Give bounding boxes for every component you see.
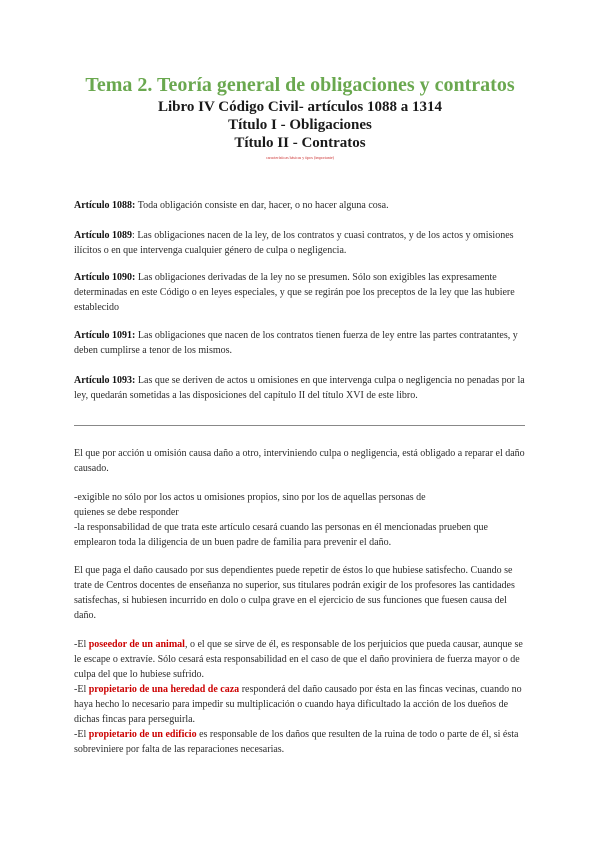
article-1090 xyxy=(74,270,526,315)
paragraph-exigible xyxy=(74,490,526,550)
article-1088 xyxy=(74,198,526,213)
highlight-propietario-edificio: propietario de un edificio xyxy=(88,729,197,740)
paragraph-line: -exigible no sólo por los actos u omisiones propios, sino por los de aquellas personas de xyxy=(74,492,426,503)
article-label: Artículo 1090: xyxy=(74,272,136,283)
article-text: Las obligaciones derivadas de la ley no se presumen. Sólo son exigibles las expresamente determinadas en este Código o en leyes especiales, y que se regirán poe los preceptos de la ley que las hubiere establecido xyxy=(74,272,515,313)
subheading-titulo-2: Título II - Contratos xyxy=(234,135,366,151)
paragraph-dependientes: El que paga el daño causado por sus dependientes puede repetir de éstos lo que hubiese satisfecho. Cuando se trate de Centros docentes de enseñanza no superior, sus titulares podrán exigir de los profesores las cantidades satisfechas, si hubiesen incurrido en dolo o culpa grave en el ejercicio de sus funciones que fuesen causa del daño. xyxy=(74,565,515,621)
item-edificio: -El propietario de un edificio es responsable de los daños que resulten de la ruina de todo o parte de él, si ésta sobreviniere por falta de las reparaciones necesarias. xyxy=(74,729,519,755)
article-label: Artículo 1091: xyxy=(74,330,136,341)
paragraph-culpa: El que por acción u omisión causa daño a otro, interviniendo culpa o negligencia, está obligado a reparar el daño causado. xyxy=(74,448,525,474)
paragraph-line: quienes se debe responder xyxy=(74,507,179,518)
item-caza: -El propietario de una heredad de caza responderá del daño causado por ésta en las fincas vecinas, cuando no haya hecho lo necesario para impedir su multiplicación o cuando haya dificultado la acción de los dueños de dichas fincas para perseguirla. xyxy=(74,684,522,725)
article-text: : Las obligaciones nacen de la ley, de los contratos y cuasi contratos, y de los actos y omisiones ilícitos o en que intervenga cualquier género de culpa o negligencia. xyxy=(74,230,514,256)
article-label: Artículo 1089 xyxy=(74,230,133,241)
red-note: características básicas y tipos (importante) xyxy=(266,155,334,160)
paragraph-line: -la responsabilidad de que trata este artículo cesará cuando las personas en él mencionadas prueben que emplearon toda la diligencia de un buen padre de familia para prevenir el daño. xyxy=(74,522,488,548)
article-text: Las obligaciones que nacen de los contratos tienen fuerza de ley entre las partes contratantes, y deben cumplirse a tenor de los mismos. xyxy=(74,330,518,356)
article-1093 xyxy=(74,373,526,403)
highlight-poseedor-animal: poseedor de un animal xyxy=(88,639,185,650)
document-title: Tema 2. Teoría general de obligaciones y contratos xyxy=(85,74,515,96)
section-divider xyxy=(74,425,525,426)
subheading-titulo-1: Título I - Obligaciones xyxy=(228,117,372,133)
paragraph-responsables xyxy=(74,637,526,757)
item-animal: -El poseedor de un animal, o el que se sirve de él, es responsable de los perjuicios que pueda causar, aunque se le escape o extravíe. Sólo cesará esta responsabilidad en el caso de que el daño proviniera de fuerza mayor o de culpa del que lo hubiese sufrido. xyxy=(74,639,523,680)
article-text: Toda obligación consiste en dar, hacer, o no hacer alguna cosa. xyxy=(135,200,389,211)
article-text: Las que se deriven de actos u omisiones en que intervenga culpa o negligencia no penadas por la ley, quedarán sometidas a las disposiciones del capítulo II del título XVI de este libro. xyxy=(74,375,525,401)
highlight-heredad-caza: propietario de una heredad de caza xyxy=(88,684,240,695)
article-1089 xyxy=(74,228,526,258)
subheading-libro: Libro IV Código Civil- artículos 1088 a 1314 xyxy=(157,99,443,115)
article-1091 xyxy=(74,328,526,358)
article-label: Artículo 1088: xyxy=(74,200,136,211)
article-label: Artículo 1093: xyxy=(74,375,136,386)
